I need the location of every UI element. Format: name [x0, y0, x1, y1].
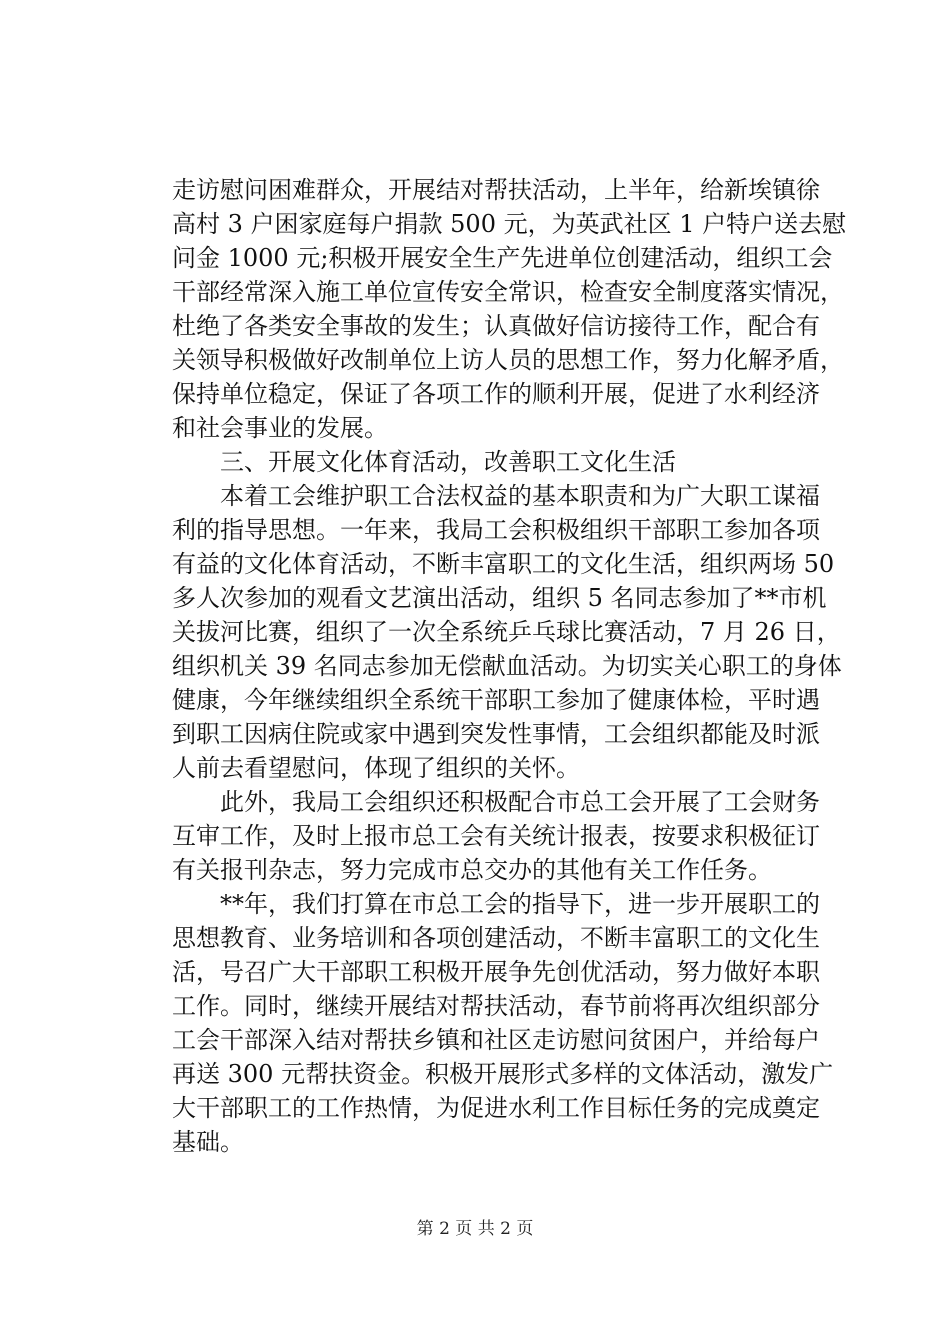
text-line: 杜绝了各类安全事故的发生；认真做好信访接待工作，配合有	[172, 312, 820, 340]
text-line: 工作。同时，继续开展结对帮扶活动，春节前将再次组织部分	[172, 992, 820, 1020]
text-line: 关拔河比赛，组织了一次全系统乒乓球比赛活动，7 月 26 日，	[172, 618, 841, 646]
page-number-footer: 第 2 页 共 2 页	[416, 1219, 534, 1239]
text-line: 到职工因病住院或家中遇到突发性事情，工会组织都能及时派	[172, 720, 820, 748]
text-line: 思想教育、业务培训和各项创建活动，不断丰富职工的文化生	[172, 924, 820, 952]
text-line: 干部经常深入施工单位宣传安全常识，检查安全制度落实情况，	[172, 278, 844, 306]
text-line: 大干部职工的工作热情，为促进水利工作目标任务的完成奠定	[172, 1094, 820, 1122]
document-body	[172, 173, 847, 1159]
text-line: 健康，今年继续组织全系统干部职工参加了健康体检，平时遇	[172, 686, 820, 714]
text-line: 本着工会维护职工合法权益的基本职责和为广大职工谋福	[220, 482, 820, 510]
text-line: 多人次参加的观看文艺演出活动，组织 5 名同志参加了**市机	[172, 584, 827, 612]
text-line: 活，号召广大干部职工积极开展争先创优活动，努力做好本职	[172, 958, 820, 986]
section-heading: 三、开展文化体育活动，改善职工文化生活	[220, 448, 676, 476]
text-line: **年，我们打算在市总工会的指导下，进一步开展职工的	[220, 890, 820, 918]
text-line: 互审工作，及时上报市总工会有关统计报表，按要求积极征订	[172, 822, 820, 850]
text-line: 走访慰问困难群众，开展结对帮扶活动，上半年，给新埃镇徐	[172, 176, 820, 204]
text-line: 此外，我局工会组织还积极配合市总工会开展了工会财务	[220, 788, 820, 816]
text-line: 人前去看望慰问，体现了组织的关怀。	[172, 754, 580, 782]
text-line: 有关报刊杂志，努力完成市总交办的其他有关工作任务。	[172, 856, 772, 884]
text-line: 再送 300 元帮扶资金。积极开展形式多样的文体活动，激发广	[172, 1060, 834, 1088]
text-line: 保持单位稳定，保证了各项工作的顺利开展，促进了水利经济	[172, 380, 820, 408]
text-line: 和社会事业的发展。	[172, 414, 388, 442]
text-line: 问金 1000 元;积极开展安全生产先进单位创建活动，组织工会	[172, 244, 833, 272]
text-line: 利的指导思想。一年来，我局工会积极组织干部职工参加各项	[172, 516, 820, 544]
text-line: 基础。	[172, 1128, 244, 1156]
text-line: 组织机关 39 名同志参加无偿献血活动。为切实关心职工的身体	[172, 652, 842, 680]
text-line: 关领导积极做好改制单位上访人员的思想工作，努力化解矛盾，	[172, 346, 844, 374]
text-line: 工会干部深入结对帮扶乡镇和社区走访慰问贫困户，并给每户	[172, 1026, 820, 1054]
text-line: 有益的文化体育活动，不断丰富职工的文化生活，组织两场 50	[172, 550, 835, 578]
text-line: 高村 3 户困家庭每户捐款 500 元，为英武社区 1 户特户送去慰	[172, 210, 847, 238]
